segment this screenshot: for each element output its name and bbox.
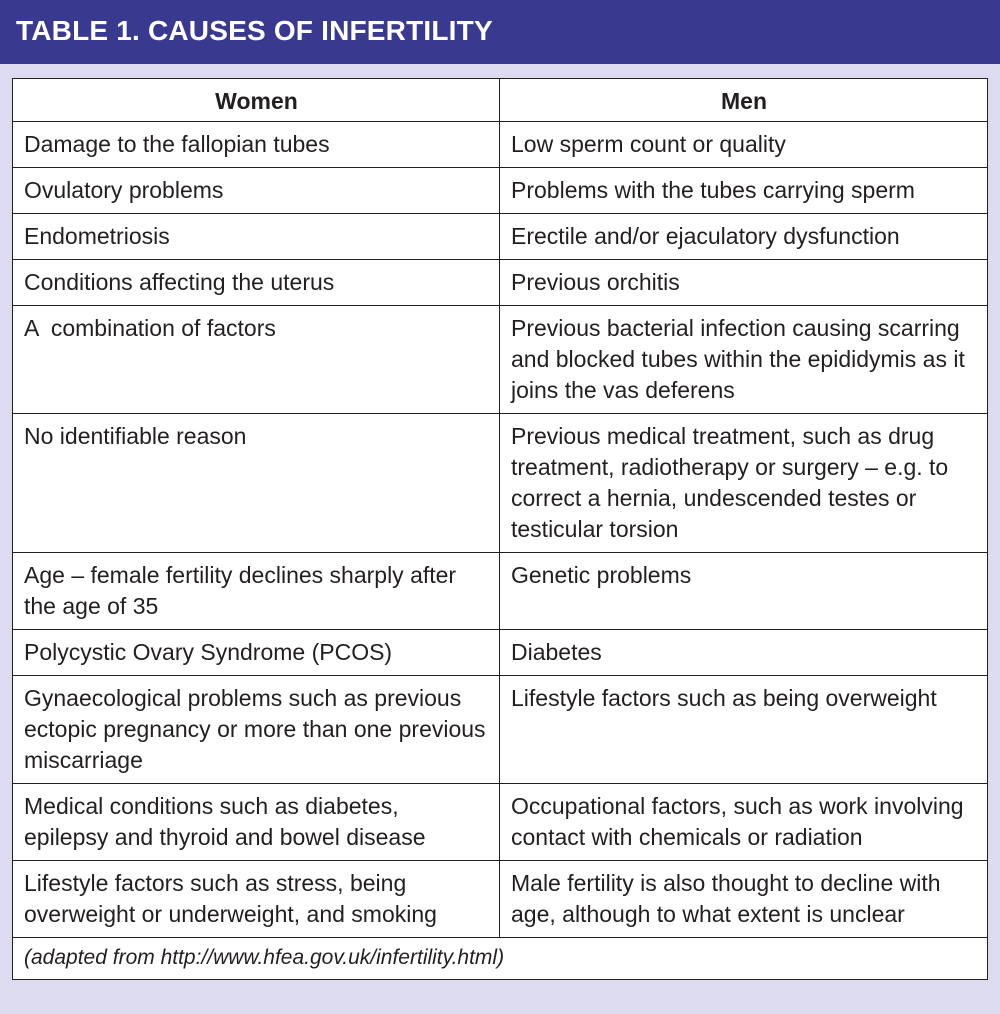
- men-cause-cell: Previous orchitis: [500, 260, 988, 306]
- men-cause-cell: Male fertility is also thought to decline with age, although to what extent is unclear: [500, 861, 988, 938]
- source-footnote: (adapted from http://www.hfea.gov.uk/infertility.html): [13, 938, 988, 980]
- table-header-row: [13, 79, 988, 122]
- table-title: TABLE 1. CAUSES OF INFERTILITY: [16, 15, 493, 46]
- men-cause-cell: Occupational factors, such as work involving contact with chemicals or radiation: [500, 784, 988, 861]
- women-cause-cell: Gynaecological problems such as previous ectopic pregnancy or more than one previous miscarriage: [13, 676, 500, 784]
- women-cause-cell: Conditions affecting the uterus: [13, 260, 500, 306]
- footnote-row: [13, 938, 988, 980]
- table-title-banner: [0, 0, 1000, 64]
- table-row: [13, 553, 988, 630]
- table-row: [13, 414, 988, 553]
- table-row: [13, 306, 988, 414]
- table-row: [13, 122, 988, 168]
- men-cause-cell: Problems with the tubes carrying sperm: [500, 168, 988, 214]
- infertility-causes-table-container: [12, 78, 987, 980]
- infertility-causes-table: [12, 78, 988, 980]
- table-row: [13, 630, 988, 676]
- table-row: [13, 214, 988, 260]
- table-row: [13, 168, 988, 214]
- women-cause-cell: Age – female fertility declines sharply after the age of 35: [13, 553, 500, 630]
- table-row: [13, 861, 988, 938]
- table-row: [13, 784, 988, 861]
- men-cause-cell: Low sperm count or quality: [500, 122, 988, 168]
- men-cause-cell: Diabetes: [500, 630, 988, 676]
- column-header-women: Women: [13, 79, 500, 122]
- men-cause-cell: Previous medical treatment, such as drug treatment, radiotherapy or surgery – e.g. to correct a hernia, undescended testes or testicular torsion: [500, 414, 988, 553]
- women-cause-cell: Lifestyle factors such as stress, being overweight or underweight, and smoking: [13, 861, 500, 938]
- table-row: [13, 676, 988, 784]
- women-cause-cell: Polycystic Ovary Syndrome (PCOS): [13, 630, 500, 676]
- men-cause-cell: Erectile and/or ejaculatory dysfunction: [500, 214, 988, 260]
- men-cause-cell: Lifestyle factors such as being overweight: [500, 676, 988, 784]
- women-cause-cell: Ovulatory problems: [13, 168, 500, 214]
- table-row: [13, 260, 988, 306]
- women-cause-cell: Medical conditions such as diabetes, epilepsy and thyroid and bowel disease: [13, 784, 500, 861]
- women-cause-cell: Damage to the fallopian tubes: [13, 122, 500, 168]
- column-header-men: Men: [500, 79, 988, 122]
- women-cause-cell: A combination of factors: [13, 306, 500, 414]
- men-cause-cell: Previous bacterial infection causing scarring and blocked tubes within the epididymis as it joins the vas deferens: [500, 306, 988, 414]
- men-cause-cell: Genetic problems: [500, 553, 988, 630]
- women-cause-cell: No identifiable reason: [13, 414, 500, 553]
- women-cause-cell: Endometriosis: [13, 214, 500, 260]
